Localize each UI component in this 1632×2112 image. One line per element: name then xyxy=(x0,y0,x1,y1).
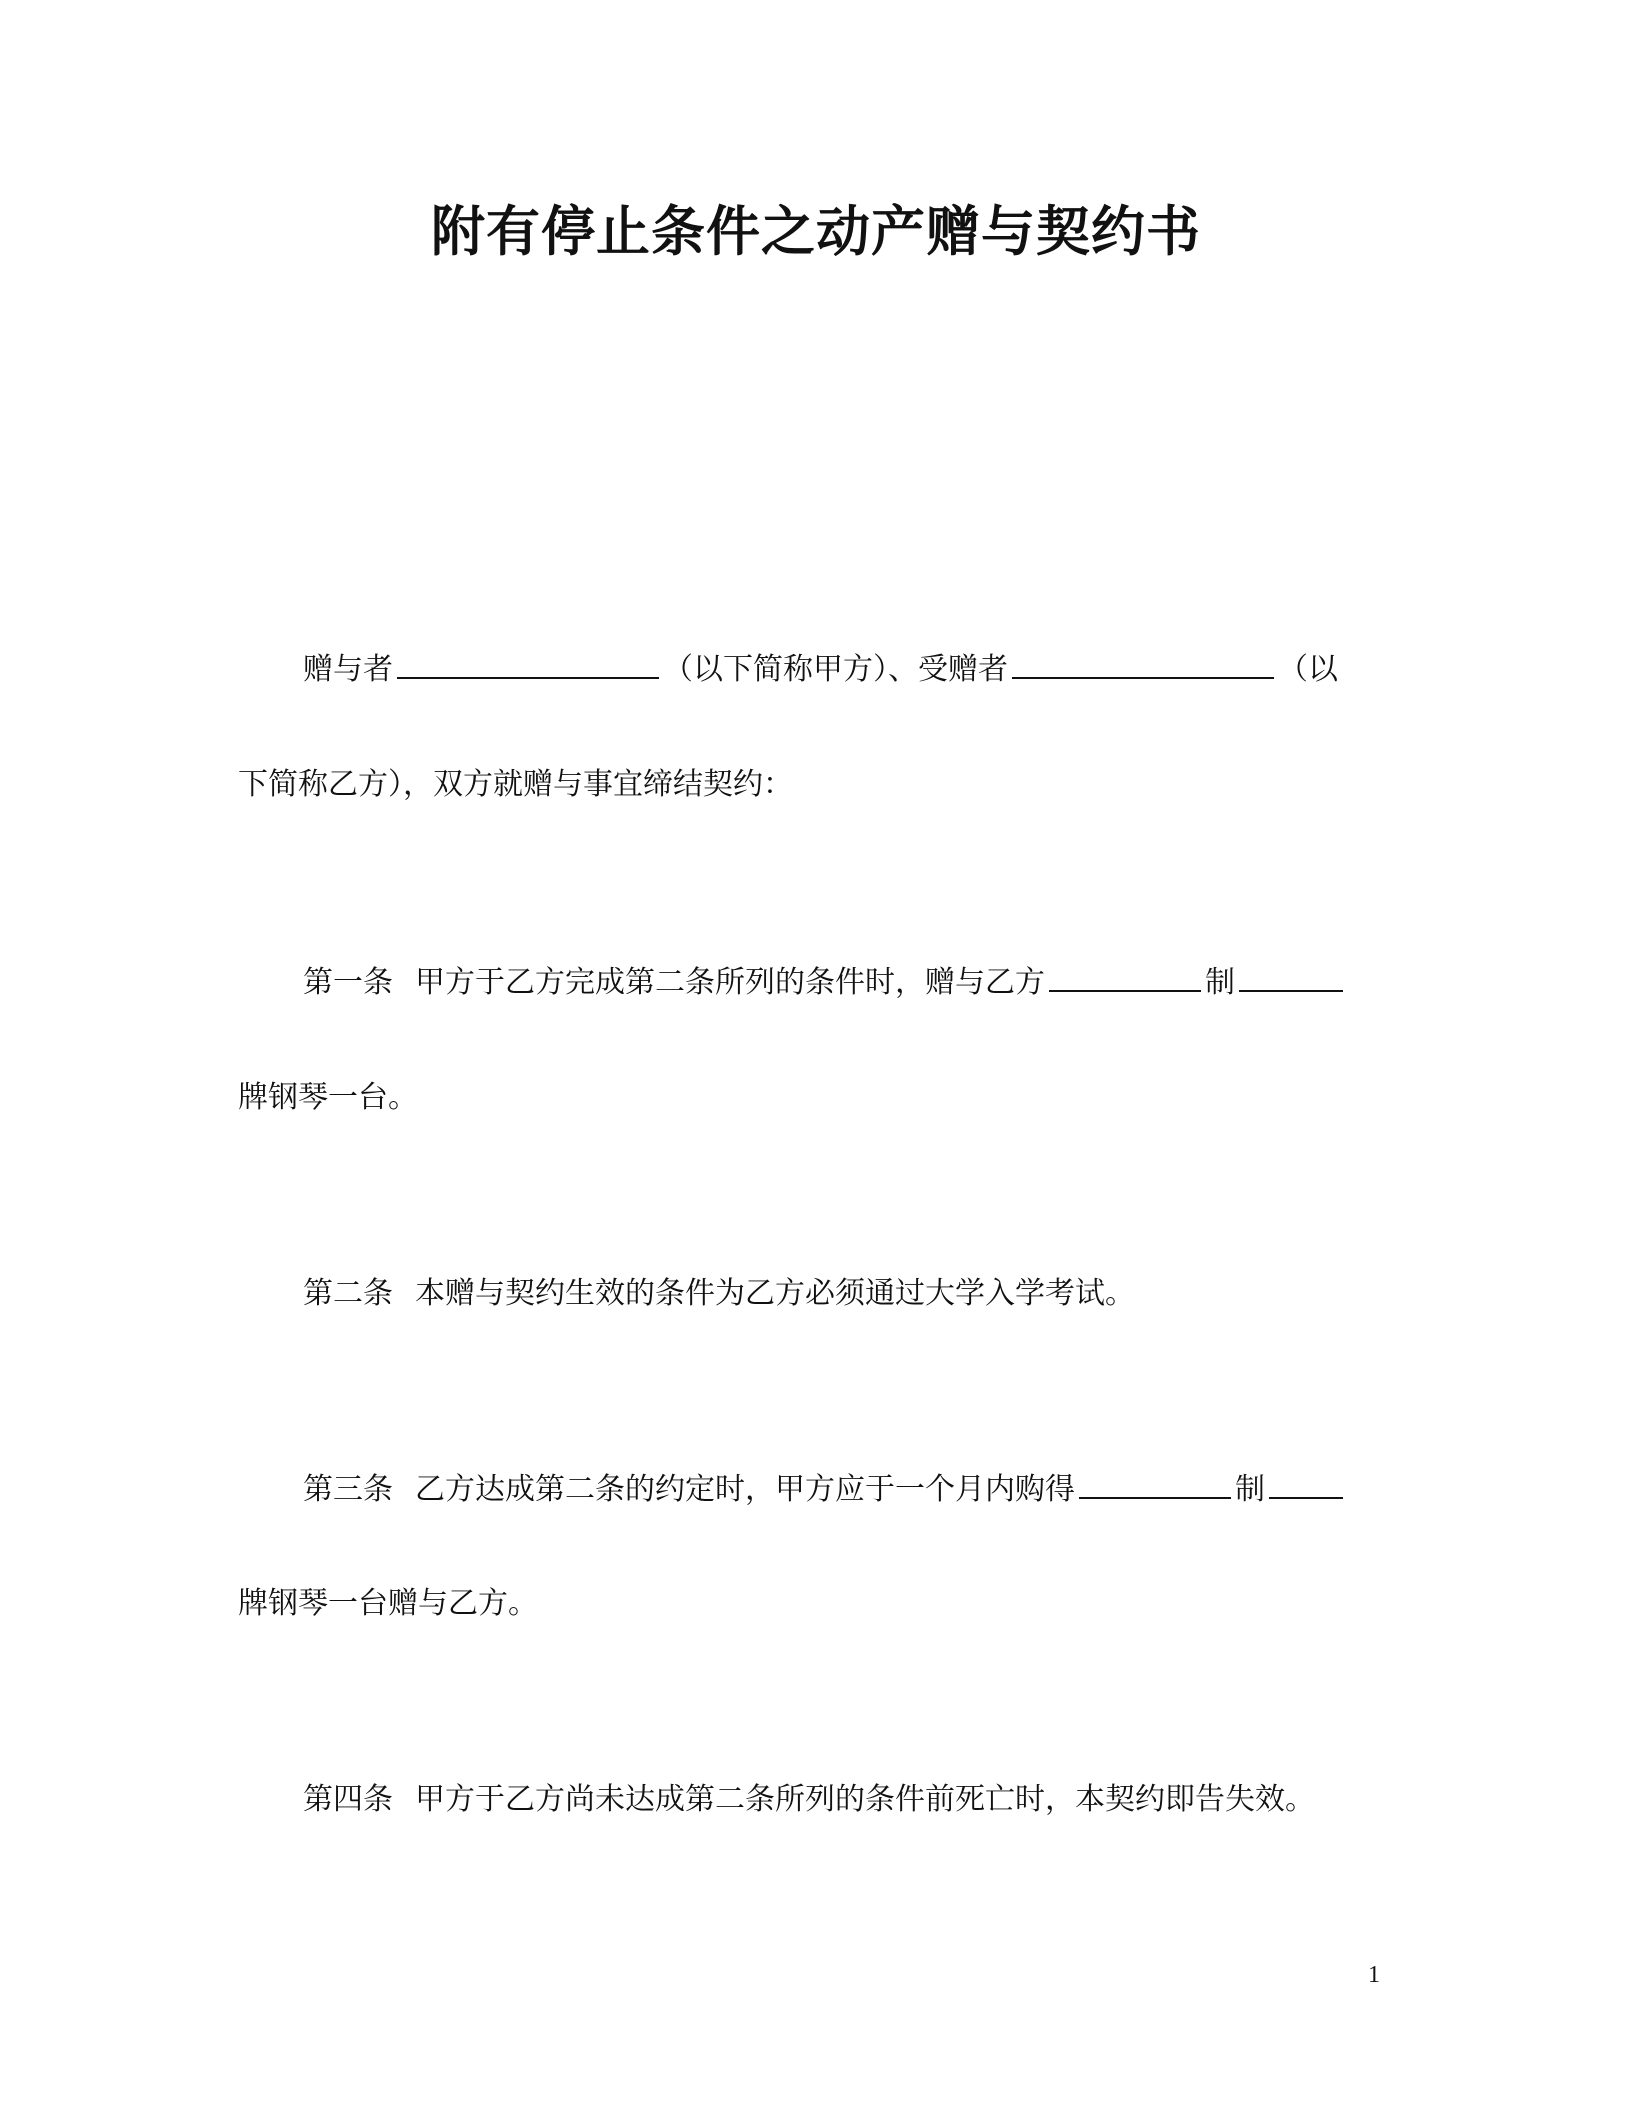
article-3-line-1 xyxy=(303,1467,1347,1512)
article-1-maker-field[interactable] xyxy=(1049,960,1201,992)
article-1-number: 第一条 xyxy=(303,965,393,1000)
article-4-text-1: 甲方于乙方尚未达成第二条所列的条件前死亡时，本契约即告失效。 xyxy=(415,1782,1315,1817)
preamble-line-1 xyxy=(303,647,1338,692)
donor-label: 赠与者 xyxy=(303,652,393,687)
article-2-number: 第二条 xyxy=(303,1276,393,1311)
article-3-brand-field[interactable] xyxy=(1269,1467,1343,1499)
article-2-line-1 xyxy=(303,1272,1135,1316)
article-3-text-2: 制 xyxy=(1235,1472,1265,1507)
article-4-line-1 xyxy=(303,1778,1315,1822)
article-1-line-1 xyxy=(303,960,1347,1005)
article-2-text-1: 本赠与契约生效的条件为乙方必须通过大学入学考试。 xyxy=(415,1276,1135,1311)
article-4-number: 第四条 xyxy=(303,1782,393,1817)
article-1-text-2: 制 xyxy=(1205,965,1235,1000)
donee-suffix-1: （以 xyxy=(1278,652,1338,687)
donor-name-field[interactable] xyxy=(397,647,659,679)
article-3-maker-field[interactable] xyxy=(1079,1467,1231,1499)
donor-suffix: （以下简称甲方）、受赠者 xyxy=(663,652,1008,687)
article-3-line-2: 牌钢琴一台赠与乙方。 xyxy=(238,1586,538,1621)
article-3-text-1: 乙方达成第二条的约定时，甲方应于一个月内购得 xyxy=(415,1472,1075,1507)
donee-name-field[interactable] xyxy=(1012,647,1274,679)
article-3-number: 第三条 xyxy=(303,1472,393,1507)
document-title: 附有停止条件之动产赠与契约书 xyxy=(431,200,1201,263)
page-number: 1 xyxy=(1368,1962,1380,1988)
preamble-line-2: 下简称乙方），双方就赠与事宜缔结契约： xyxy=(238,767,793,802)
article-1-line-2: 牌钢琴一台。 xyxy=(238,1080,418,1115)
article-1-text-1: 甲方于乙方完成第二条所列的条件时，赠与乙方 xyxy=(415,965,1045,1000)
article-1-brand-field[interactable] xyxy=(1239,960,1343,992)
